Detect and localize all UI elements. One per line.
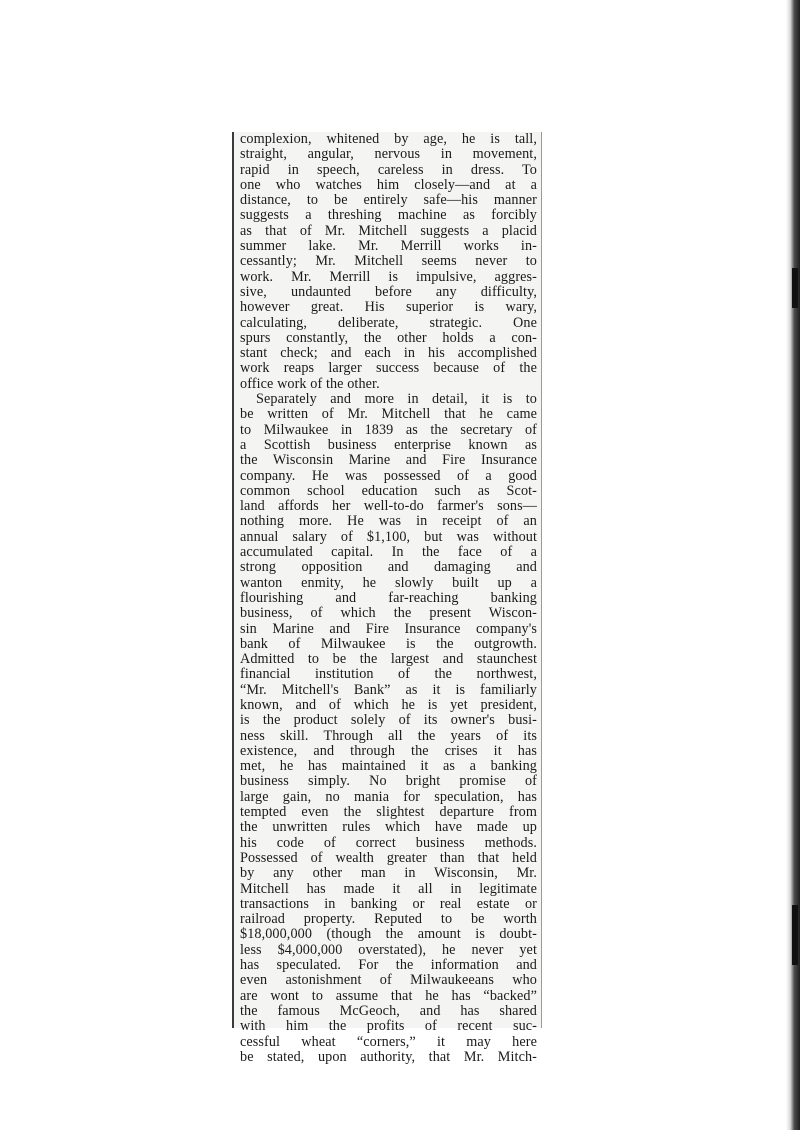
article-line: known, and of which he is yet president,	[240, 697, 537, 713]
article-line: to Milwaukee in 1839 as the secretary of	[240, 422, 537, 438]
article-line: financial institution of the northwest,	[240, 667, 537, 683]
article-line: stant check; and each in his accomplished	[240, 346, 537, 362]
article-line: Mitchell has made it all in legitimate	[240, 881, 537, 897]
article-line: one who watches him closely—and at a	[240, 177, 537, 193]
article-line: transactions in banking or real estate or	[240, 896, 537, 912]
article-line: existence, and through the crises it has	[240, 743, 537, 759]
article-line: annual salary of $1,100, but was without	[240, 529, 537, 545]
article-line: is the product solely of its owner's busi-	[240, 713, 537, 729]
article-line: be stated, upon authority, that Mr. Mitch-	[240, 1049, 537, 1065]
article-line: the Wisconsin Marine and Fire Insurance	[240, 453, 537, 469]
article-line: sive, undaunted before any difficulty,	[240, 284, 537, 300]
article-line: Separately and more in detail, it is to	[256, 392, 537, 408]
article-line: rapid in speech, careless in dress. To	[240, 162, 537, 178]
scan-edge-shadow	[786, 0, 800, 1130]
article-line: flourishing and far-reaching banking	[240, 590, 537, 606]
article-line: straight, angular, nervous in movement,	[240, 147, 537, 163]
article-line: by any other man in Wisconsin, Mr.	[240, 866, 537, 882]
article-line: are wont to assume that he has “backed”	[240, 988, 537, 1004]
article-line: office work of the other.	[240, 376, 380, 392]
article-line: sin Marine and Fire Insurance company's	[240, 621, 537, 637]
article-column	[240, 132, 537, 1065]
article-line: company. He was possessed of a good	[240, 468, 537, 484]
article-line: met, he has maintained it as a banking	[240, 759, 537, 775]
article-line: bank of Milwaukee is the outgrowth.	[240, 636, 537, 652]
article-line: tempted even the slightest departure from	[240, 805, 537, 821]
article-line: complexion, whitened by age, he is tall,	[240, 132, 537, 147]
article-line: suggests a threshing machine as forcibly	[240, 208, 537, 224]
scan-edge-mark	[792, 268, 798, 308]
article-line: his code of correct business methods.	[240, 835, 537, 851]
article-line: strong opposition and damaging and	[240, 560, 537, 576]
article-line: be written of Mr. Mitchell that he came	[240, 407, 537, 423]
article-line: the unwritten rules which have made up	[240, 820, 537, 836]
article-line: however great. His superior is wary,	[240, 300, 537, 316]
article-line: business, of which the present Wiscon-	[240, 606, 537, 622]
article-line: $18,000,000 (though the amount is doubt-	[240, 927, 537, 943]
article-line: the famous McGeoch, and has shared	[240, 1003, 537, 1019]
article-line: spurs constantly, the other holds a con-	[240, 330, 537, 346]
article-line: work. Mr. Merrill is impulsive, aggres-	[240, 269, 537, 285]
article-line: has speculated. For the information and	[240, 958, 537, 974]
article-line: nothing more. He was in receipt of an	[240, 514, 537, 530]
article-line: distance, to be entirely safe—his manner	[240, 193, 537, 209]
article-line: less $4,000,000 overstated), he never yet	[240, 942, 537, 958]
article-line: accumulated capital. In the face of a	[240, 545, 537, 561]
newspaper-clipping	[232, 132, 542, 1065]
article-line: work reaps larger success because of the	[240, 361, 537, 377]
article-line: wanton enmity, he slowly built up a	[240, 575, 537, 591]
article-line: calculating, deliberate, strategic. One	[240, 315, 537, 331]
article-line: with him the profits of recent suc-	[240, 1019, 537, 1035]
article-line: Admitted to be the largest and staunchest	[240, 652, 537, 668]
article-line: ness skill. Through all the years of its	[240, 728, 537, 744]
article-line: land affords her well-to-do farmer's sons—	[240, 499, 537, 515]
article-line: Possessed of wealth greater than that held	[240, 850, 537, 866]
scan-edge-mark	[792, 905, 798, 965]
article-line: as that of Mr. Mitchell suggests a placid	[240, 223, 537, 239]
article-line: cessantly; Mr. Mitchell seems never to	[240, 254, 537, 270]
article-line: cessful wheat “corners,” it may here	[240, 1034, 537, 1050]
article-line: common school education such as Scot-	[240, 483, 537, 499]
article-line: even astonishment of Milwaukeeans who	[240, 973, 537, 989]
article-line: railroad property. Reputed to be worth	[240, 912, 537, 928]
article-line: summer lake. Mr. Merrill works in-	[240, 239, 537, 255]
article-line: business simply. No bright promise of	[240, 774, 537, 790]
article-line: large gain, no mania for speculation, has	[240, 789, 537, 805]
article-line: “Mr. Mitchell's Bank” as it is familiarly	[240, 682, 537, 698]
article-line: a Scottish business enterprise known as	[240, 437, 537, 453]
